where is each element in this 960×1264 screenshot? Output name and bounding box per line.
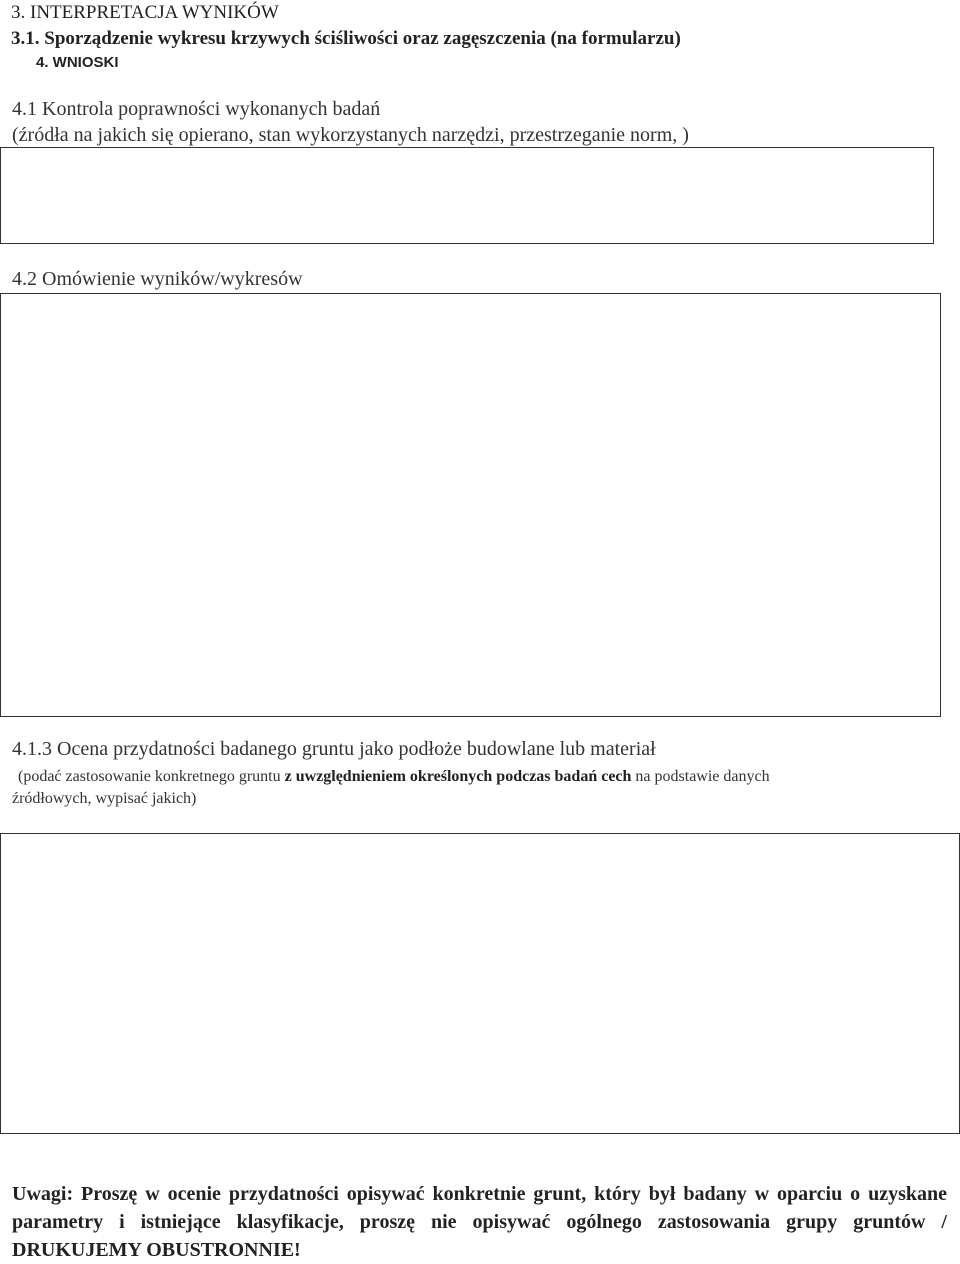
note-text-bold: z uwzględnieniem określonych podczas badań cech xyxy=(284,768,632,785)
heading-chart-preparation: 3.1. Sporządzenie wykresu krzywych ściśliwości oraz zagęszczenia (na formularzu) xyxy=(11,28,681,49)
answer-box-4-2[interactable] xyxy=(0,293,941,717)
section-4-1-3-title: 4.1.3 Ocena przydatności badanego gruntu jako podłoże budowlane lub materiał xyxy=(12,738,656,760)
section-4-1-3-note-line2: źródłowych, wypisać jakich) xyxy=(12,790,197,807)
section-4-2-title: 4.2 Omówienie wyników/wykresów xyxy=(12,268,303,290)
heading-interpretation: 3. INTERPRETACJA WYNIKÓW xyxy=(11,2,279,23)
section-4-1-subtitle: (źródła na jakich się opierano, stan wykorzystanych narzędzi, przestrzeganie norm, ) xyxy=(12,124,689,146)
answer-box-4-1-3[interactable] xyxy=(0,833,960,1134)
remarks-paragraph: Uwagi: Proszę w ocenie przydatności opisywać konkretnie grunt, który był badany w oparciu o uzyskane parametry i istniejące klasyfikacje, proszę nie opisywać ogólnego zastosowania grupy gruntów / DRUKUJEMY OBUSTRONNIE! xyxy=(12,1183,947,1261)
section-4-1-3-note xyxy=(18,768,770,786)
heading-conclusions: 4. WNIOSKI xyxy=(36,54,119,71)
note-text-part1: (podać zastosowanie konkretnego gruntu xyxy=(18,768,285,785)
section-4-1-title: 4.1 Kontrola poprawności wykonanych badań xyxy=(12,98,381,120)
note-text-part2: na podstawie danych xyxy=(631,768,770,785)
answer-box-4-1[interactable] xyxy=(0,147,934,244)
